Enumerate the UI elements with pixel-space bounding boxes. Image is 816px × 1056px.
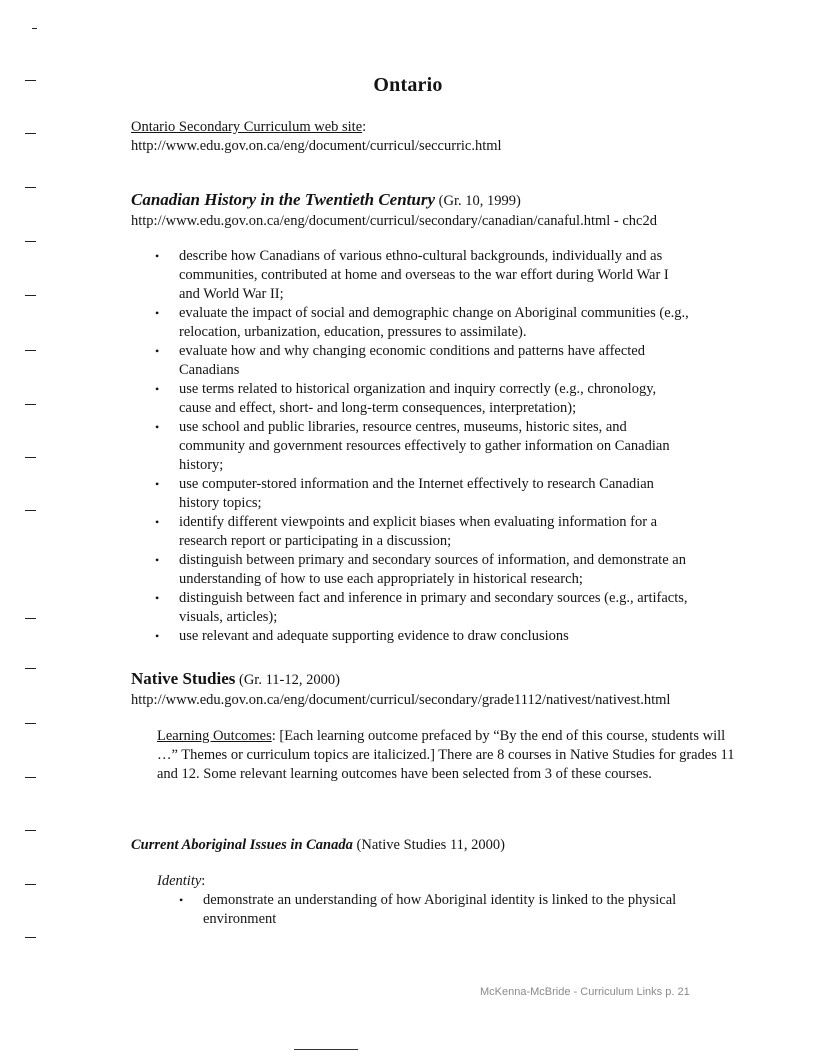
- margin-mark: [25, 618, 36, 619]
- margin-mark: [25, 830, 36, 831]
- intro-block: [131, 118, 751, 156]
- curriculum-site-label[interactable]: Ontario Secondary Curriculum web site: [131, 119, 363, 135]
- bullet-item: • demonstrate an understanding of how Aboriginal identity is linked to the physical environment: [155, 891, 731, 929]
- section-heading: Native Studies: [131, 669, 236, 688]
- bullet-item: • evaluate how and why changing economic conditions and patterns have affected Canadians: [131, 342, 691, 380]
- margin-mark: [25, 668, 36, 669]
- margin-mark: [25, 457, 36, 458]
- margin-mark: [25, 295, 36, 296]
- course-heading: Current Aboriginal Issues in Canada: [131, 837, 353, 853]
- section-heading-note: (Gr. 11-12, 2000): [235, 672, 340, 688]
- bullet-item: • identify different viewpoints and explicit biases when evaluating information for a research report or participating in a discussion;: [131, 513, 691, 551]
- learning-outcomes-label: Learning Outcomes: [157, 728, 272, 744]
- section-url: http://www.edu.gov.on.ca/eng/document/curricul/secondary/grade1112/nativest/nativest.html: [131, 692, 671, 708]
- margin-mark: [25, 723, 36, 724]
- margin-mark: [25, 133, 36, 134]
- learning-outcomes-paragraph: [131, 727, 737, 784]
- margin-mark: [25, 404, 36, 405]
- margin-mark: [25, 777, 36, 778]
- section-url: http://www.edu.gov.on.ca/eng/document/curricul/secondary/canadian/canaful.html - chc2d: [131, 213, 657, 229]
- bullet-item: • use computer-stored information and the Internet effectively to research Canadian history topics;: [131, 475, 691, 513]
- intro-colon: :: [362, 119, 367, 135]
- margin-mark: [25, 884, 36, 885]
- bullet-item: • use relevant and adequate supporting evidence to draw conclusions: [131, 627, 691, 646]
- bullet-item: • use school and public libraries, resource centres, museums, historic sites, and community and government resources effectively to gather information on Canadian history;: [131, 418, 691, 475]
- bullet-item: • use terms related to historical organization and inquiry correctly (e.g., chronology, cause and effect, short- and long-term consequences, interpretation);: [131, 380, 691, 418]
- learning-outcomes-list: [131, 247, 691, 646]
- page-title: Ontario: [373, 74, 443, 96]
- identity-outcomes-list: [131, 891, 731, 929]
- margin-mark: [32, 28, 37, 29]
- margin-mark: [25, 510, 36, 511]
- bottom-rule: [294, 1049, 358, 1050]
- margin-mark: [25, 937, 36, 938]
- bullet-item: • distinguish between fact and inference in primary and secondary sources (e.g., artifacts, visuals, articles);: [131, 589, 691, 627]
- bullet-item: • evaluate the impact of social and demographic change on Aboriginal communities (e.g., relocation, urbanization, education, pressures to assimilate).: [131, 304, 691, 342]
- section-heading-note: (Gr. 10, 1999): [435, 193, 521, 209]
- section-current-issues: [131, 836, 751, 929]
- margin-mark: [25, 187, 36, 188]
- section-native-studies: [131, 668, 751, 784]
- page-footer: McKenna-McBride - Curriculum Links p. 21: [480, 986, 690, 998]
- section-canadian-history: [131, 189, 751, 646]
- section-heading: Canadian History in the Twentieth Century: [131, 190, 436, 209]
- theme-colon: :: [201, 873, 206, 889]
- margin-mark: [25, 241, 36, 242]
- theme-label: Identity: [157, 873, 202, 889]
- margin-mark: [25, 350, 36, 351]
- bullet-item: • distinguish between primary and secondary sources of information, and demonstrate an understanding of how to use each appropriately in historical research;: [131, 551, 691, 589]
- learning-outcomes-text: : [Each learning outcome prefaced by “By the end of this course, students will …” Themes or curriculum topics are italicized.] There are 8 courses in Native Studies for grades 11 and 12. Some relevant learning outcomes have been selected from 3 of these courses.: [157, 728, 735, 782]
- course-heading-note: (Native Studies 11, 2000): [352, 837, 505, 853]
- bullet-item: • describe how Canadians of various ethno-cultural backgrounds, individually and as communities, contributed at home and overseas to the war effort during World War I and World War II;: [131, 247, 691, 304]
- curriculum-site-url: http://www.edu.gov.on.ca/eng/document/curricul/seccurric.html: [131, 138, 502, 154]
